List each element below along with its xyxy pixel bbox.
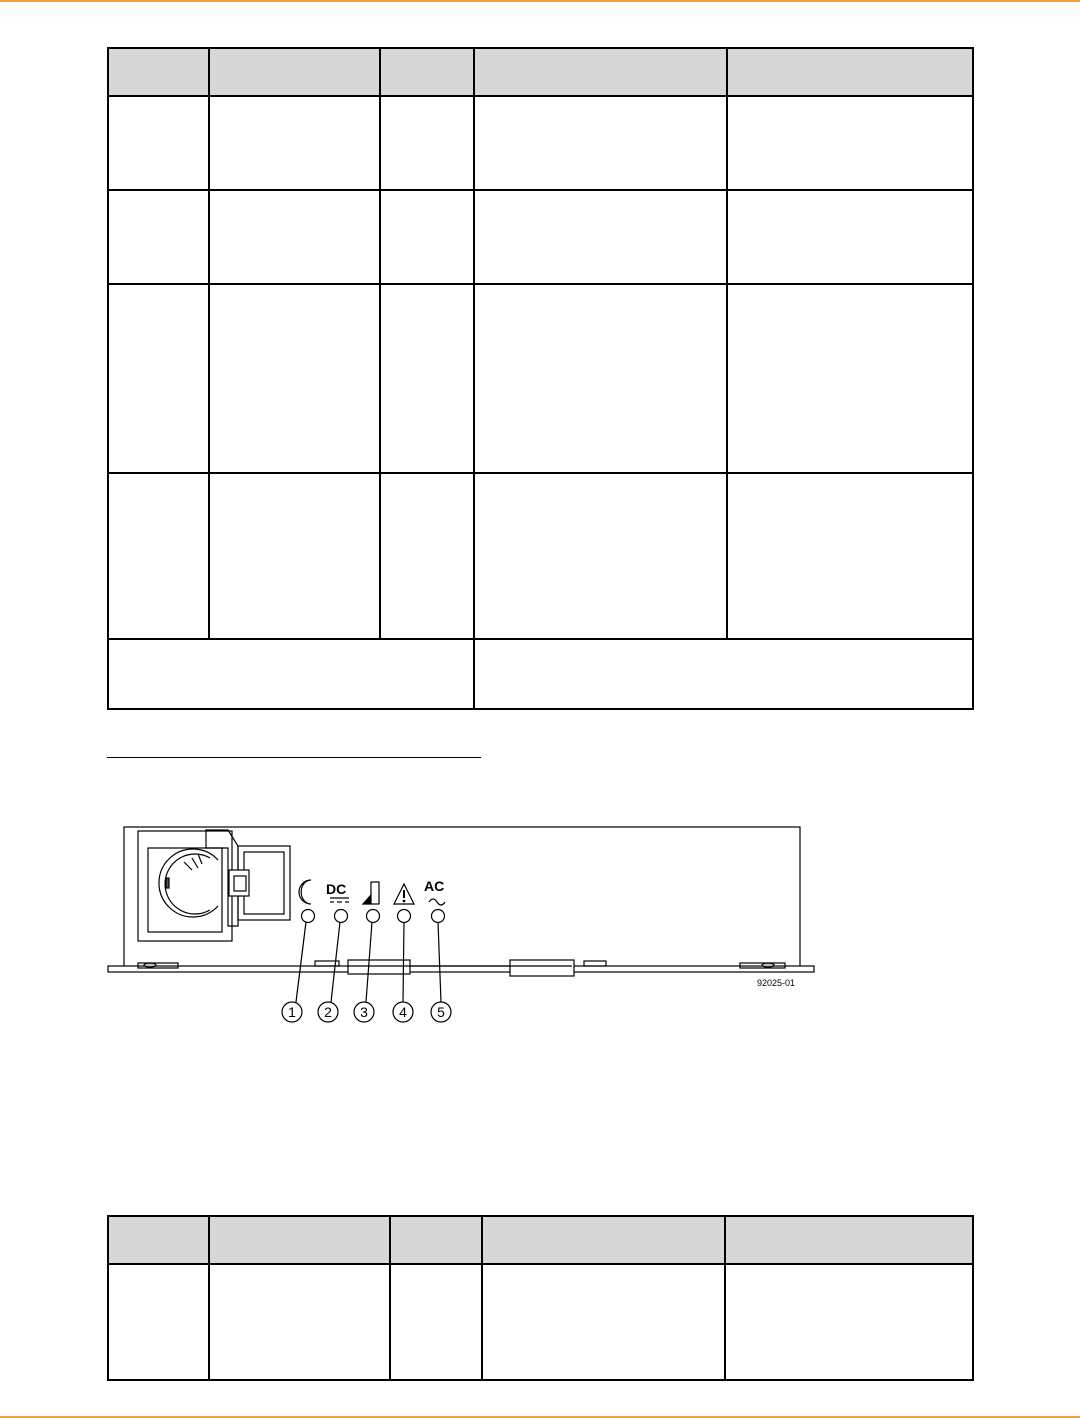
note-cell: [474, 639, 973, 709]
led-table-lower: [107, 1215, 974, 1381]
table-row: [108, 96, 973, 190]
table-header-row: [108, 1216, 973, 1264]
latch-left: [348, 960, 410, 974]
led-5: [432, 910, 445, 923]
header-cell: [108, 1216, 209, 1264]
callout-label-1: 1: [288, 1004, 296, 1020]
header-cell: [727, 48, 973, 96]
page-top-rule: [0, 0, 1080, 2]
figure-id-label: 92025-01: [757, 978, 796, 988]
callout-label-4: 4: [399, 1004, 407, 1020]
header-cell: [209, 1216, 390, 1264]
header-cell: [380, 48, 474, 96]
header-cell: [390, 1216, 482, 1264]
callout-label-5: 5: [437, 1004, 445, 1020]
service-action-allowed-icon: [363, 895, 371, 904]
moon-icon: [299, 880, 311, 904]
ac-power-icon: [429, 899, 445, 905]
callout-label-2: 2: [324, 1004, 332, 1020]
ac-label: AC: [424, 878, 445, 894]
note-cell: [108, 639, 474, 709]
link-underline[interactable]: [107, 757, 481, 758]
led-3: [367, 910, 380, 923]
table-row: [108, 190, 973, 284]
table-header-row: [108, 48, 973, 96]
base-rail: [108, 966, 814, 972]
table-row: [108, 1264, 973, 1380]
led-1: [302, 910, 315, 923]
led-4: [398, 910, 411, 923]
power-supply-led-diagram: [100, 818, 830, 1030]
header-cell: [725, 1216, 973, 1264]
header-cell: [482, 1216, 725, 1264]
table-row: [108, 473, 973, 639]
dc-label: DC: [326, 881, 347, 897]
latch-right: [510, 960, 574, 976]
led-2: [335, 910, 348, 923]
table-note-row: [108, 639, 973, 709]
header-cell: [108, 48, 209, 96]
header-cell: [474, 48, 727, 96]
header-cell: [209, 48, 380, 96]
table-row: [108, 284, 973, 473]
led-table-upper: [107, 47, 974, 710]
callout-label-3: 3: [360, 1004, 368, 1020]
